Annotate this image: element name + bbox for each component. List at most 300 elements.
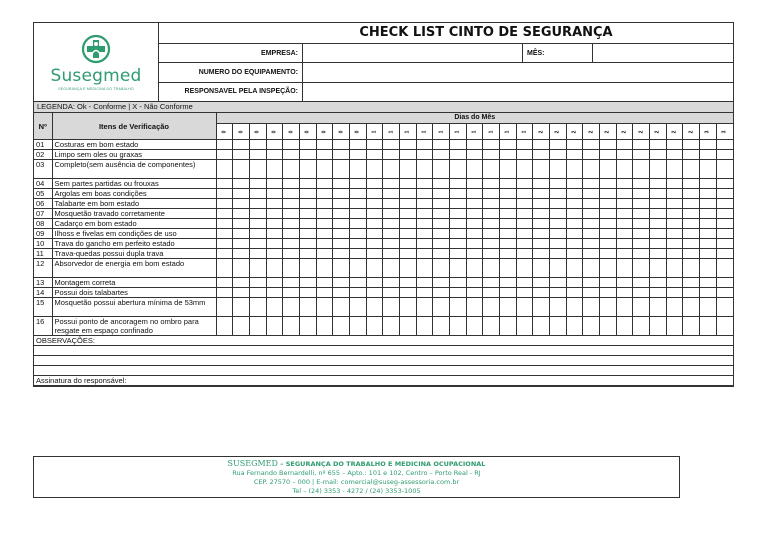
check-cell[interactable] <box>399 317 416 336</box>
check-cell[interactable] <box>649 160 666 179</box>
check-cell[interactable] <box>349 288 366 298</box>
check-cell[interactable] <box>383 288 400 298</box>
check-cell[interactable] <box>333 259 350 278</box>
check-cell[interactable] <box>316 209 333 219</box>
check-cell[interactable] <box>249 298 266 317</box>
check-cell[interactable] <box>299 160 316 179</box>
check-cell[interactable] <box>266 317 283 336</box>
check-cell[interactable] <box>616 140 633 150</box>
check-cell[interactable] <box>216 219 233 229</box>
check-cell[interactable] <box>583 189 600 199</box>
check-cell[interactable] <box>649 298 666 317</box>
check-cell[interactable] <box>316 189 333 199</box>
check-cell[interactable] <box>216 140 233 150</box>
check-cell[interactable] <box>616 189 633 199</box>
check-cell[interactable] <box>433 288 450 298</box>
check-cell[interactable] <box>233 249 250 259</box>
check-cell[interactable] <box>249 160 266 179</box>
check-cell[interactable] <box>683 317 700 336</box>
check-cell[interactable] <box>433 219 450 229</box>
check-cell[interactable] <box>399 219 416 229</box>
check-cell[interactable] <box>699 160 716 179</box>
check-cell[interactable] <box>316 249 333 259</box>
check-cell[interactable] <box>249 140 266 150</box>
check-cell[interactable] <box>233 160 250 179</box>
check-cell[interactable] <box>483 278 500 288</box>
check-cell[interactable] <box>716 219 733 229</box>
check-cell[interactable] <box>383 209 400 219</box>
equipamento-field[interactable] <box>303 63 733 81</box>
check-cell[interactable] <box>433 259 450 278</box>
check-cell[interactable] <box>549 259 566 278</box>
check-cell[interactable] <box>283 278 300 288</box>
check-cell[interactable] <box>216 317 233 336</box>
check-cell[interactable] <box>416 150 433 160</box>
check-cell[interactable] <box>233 209 250 219</box>
check-cell[interactable] <box>466 288 483 298</box>
check-cell[interactable] <box>299 259 316 278</box>
check-cell[interactable] <box>383 160 400 179</box>
check-cell[interactable] <box>616 199 633 209</box>
check-cell[interactable] <box>299 179 316 189</box>
check-cell[interactable] <box>316 259 333 278</box>
check-cell[interactable] <box>366 160 383 179</box>
check-cell[interactable] <box>433 189 450 199</box>
check-cell[interactable] <box>299 288 316 298</box>
check-cell[interactable] <box>316 317 333 336</box>
check-cell[interactable] <box>449 259 466 278</box>
check-cell[interactable] <box>316 298 333 317</box>
check-cell[interactable] <box>333 199 350 209</box>
check-cell[interactable] <box>349 259 366 278</box>
check-cell[interactable] <box>316 288 333 298</box>
check-cell[interactable] <box>433 278 450 288</box>
check-cell[interactable] <box>266 179 283 189</box>
check-cell[interactable] <box>516 160 533 179</box>
check-cell[interactable] <box>599 189 616 199</box>
check-cell[interactable] <box>433 317 450 336</box>
check-cell[interactable] <box>399 288 416 298</box>
check-cell[interactable] <box>433 209 450 219</box>
check-cell[interactable] <box>549 278 566 288</box>
check-cell[interactable] <box>516 199 533 209</box>
check-cell[interactable] <box>683 219 700 229</box>
check-cell[interactable] <box>233 298 250 317</box>
check-cell[interactable] <box>716 189 733 199</box>
check-cell[interactable] <box>633 179 650 189</box>
check-cell[interactable] <box>583 249 600 259</box>
check-cell[interactable] <box>716 150 733 160</box>
check-cell[interactable] <box>583 239 600 249</box>
check-cell[interactable] <box>466 209 483 219</box>
check-cell[interactable] <box>333 229 350 239</box>
check-cell[interactable] <box>516 209 533 219</box>
check-cell[interactable] <box>699 219 716 229</box>
check-cell[interactable] <box>549 150 566 160</box>
check-cell[interactable] <box>466 189 483 199</box>
check-cell[interactable] <box>283 189 300 199</box>
check-cell[interactable] <box>283 160 300 179</box>
check-cell[interactable] <box>283 259 300 278</box>
check-cell[interactable] <box>449 229 466 239</box>
check-cell[interactable] <box>683 259 700 278</box>
check-cell[interactable] <box>716 160 733 179</box>
check-cell[interactable] <box>449 249 466 259</box>
check-cell[interactable] <box>633 199 650 209</box>
check-cell[interactable] <box>683 189 700 199</box>
check-cell[interactable] <box>533 278 550 288</box>
check-cell[interactable] <box>666 288 683 298</box>
check-cell[interactable] <box>616 209 633 219</box>
check-cell[interactable] <box>483 179 500 189</box>
check-cell[interactable] <box>466 229 483 239</box>
check-cell[interactable] <box>466 179 483 189</box>
check-cell[interactable] <box>416 199 433 209</box>
check-cell[interactable] <box>633 317 650 336</box>
check-cell[interactable] <box>399 140 416 150</box>
check-cell[interactable] <box>616 278 633 288</box>
check-cell[interactable] <box>533 229 550 239</box>
check-cell[interactable] <box>483 239 500 249</box>
check-cell[interactable] <box>266 209 283 219</box>
check-cell[interactable] <box>433 179 450 189</box>
check-cell[interactable] <box>266 219 283 229</box>
check-cell[interactable] <box>649 278 666 288</box>
check-cell[interactable] <box>633 249 650 259</box>
check-cell[interactable] <box>533 239 550 249</box>
check-cell[interactable] <box>399 209 416 219</box>
check-cell[interactable] <box>666 209 683 219</box>
check-cell[interactable] <box>349 298 366 317</box>
check-cell[interactable] <box>333 219 350 229</box>
check-cell[interactable] <box>383 249 400 259</box>
check-cell[interactable] <box>416 179 433 189</box>
check-cell[interactable] <box>666 199 683 209</box>
empresa-field[interactable] <box>303 44 522 62</box>
mes-field[interactable] <box>592 44 733 62</box>
check-cell[interactable] <box>433 298 450 317</box>
check-cell[interactable] <box>533 199 550 209</box>
check-cell[interactable] <box>299 317 316 336</box>
check-cell[interactable] <box>516 150 533 160</box>
check-cell[interactable] <box>516 259 533 278</box>
check-cell[interactable] <box>399 239 416 249</box>
check-cell[interactable] <box>449 199 466 209</box>
check-cell[interactable] <box>283 229 300 239</box>
check-cell[interactable] <box>549 317 566 336</box>
check-cell[interactable] <box>633 140 650 150</box>
check-cell[interactable] <box>233 239 250 249</box>
check-cell[interactable] <box>366 317 383 336</box>
check-cell[interactable] <box>583 209 600 219</box>
check-cell[interactable] <box>249 199 266 209</box>
check-cell[interactable] <box>599 288 616 298</box>
check-cell[interactable] <box>533 219 550 229</box>
check-cell[interactable] <box>433 249 450 259</box>
check-cell[interactable] <box>349 278 366 288</box>
check-cell[interactable] <box>716 278 733 288</box>
check-cell[interactable] <box>616 179 633 189</box>
check-cell[interactable] <box>449 278 466 288</box>
check-cell[interactable] <box>433 160 450 179</box>
check-cell[interactable] <box>583 179 600 189</box>
check-cell[interactable] <box>316 229 333 239</box>
check-cell[interactable] <box>516 229 533 239</box>
check-cell[interactable] <box>466 317 483 336</box>
check-cell[interactable] <box>216 239 233 249</box>
check-cell[interactable] <box>683 199 700 209</box>
check-cell[interactable] <box>366 239 383 249</box>
check-cell[interactable] <box>566 140 583 150</box>
check-cell[interactable] <box>249 278 266 288</box>
check-cell[interactable] <box>583 160 600 179</box>
check-cell[interactable] <box>399 189 416 199</box>
check-cell[interactable] <box>449 288 466 298</box>
check-cell[interactable] <box>649 150 666 160</box>
check-cell[interactable] <box>266 160 283 179</box>
check-cell[interactable] <box>316 179 333 189</box>
check-cell[interactable] <box>416 249 433 259</box>
check-cell[interactable] <box>399 229 416 239</box>
check-cell[interactable] <box>216 150 233 160</box>
check-cell[interactable] <box>366 298 383 317</box>
check-cell[interactable] <box>516 298 533 317</box>
check-cell[interactable] <box>499 189 516 199</box>
check-cell[interactable] <box>316 160 333 179</box>
check-cell[interactable] <box>499 199 516 209</box>
check-cell[interactable] <box>466 150 483 160</box>
check-cell[interactable] <box>566 160 583 179</box>
check-cell[interactable] <box>649 209 666 219</box>
check-cell[interactable] <box>599 150 616 160</box>
check-cell[interactable] <box>699 249 716 259</box>
check-cell[interactable] <box>683 298 700 317</box>
check-cell[interactable] <box>283 140 300 150</box>
check-cell[interactable] <box>416 288 433 298</box>
check-cell[interactable] <box>383 239 400 249</box>
check-cell[interactable] <box>349 179 366 189</box>
check-cell[interactable] <box>383 150 400 160</box>
check-cell[interactable] <box>383 179 400 189</box>
check-cell[interactable] <box>349 209 366 219</box>
check-cell[interactable] <box>366 179 383 189</box>
check-cell[interactable] <box>299 239 316 249</box>
check-cell[interactable] <box>566 278 583 288</box>
check-cell[interactable] <box>449 209 466 219</box>
check-cell[interactable] <box>249 239 266 249</box>
check-cell[interactable] <box>633 278 650 288</box>
check-cell[interactable] <box>649 229 666 239</box>
check-cell[interactable] <box>599 209 616 219</box>
check-cell[interactable] <box>433 199 450 209</box>
check-cell[interactable] <box>599 239 616 249</box>
check-cell[interactable] <box>633 189 650 199</box>
check-cell[interactable] <box>633 150 650 160</box>
check-cell[interactable] <box>433 140 450 150</box>
check-cell[interactable] <box>583 278 600 288</box>
check-cell[interactable] <box>499 229 516 239</box>
check-cell[interactable] <box>533 160 550 179</box>
check-cell[interactable] <box>599 259 616 278</box>
check-cell[interactable] <box>566 288 583 298</box>
check-cell[interactable] <box>233 199 250 209</box>
check-cell[interactable] <box>216 160 233 179</box>
check-cell[interactable] <box>616 288 633 298</box>
check-cell[interactable] <box>616 219 633 229</box>
check-cell[interactable] <box>366 140 383 150</box>
check-cell[interactable] <box>416 160 433 179</box>
check-cell[interactable] <box>549 199 566 209</box>
check-cell[interactable] <box>616 259 633 278</box>
check-cell[interactable] <box>549 298 566 317</box>
check-cell[interactable] <box>483 298 500 317</box>
check-cell[interactable] <box>233 189 250 199</box>
check-cell[interactable] <box>216 189 233 199</box>
check-cell[interactable] <box>416 229 433 239</box>
check-cell[interactable] <box>716 209 733 219</box>
check-cell[interactable] <box>549 179 566 189</box>
check-cell[interactable] <box>699 179 716 189</box>
check-cell[interactable] <box>699 288 716 298</box>
check-cell[interactable] <box>249 179 266 189</box>
check-cell[interactable] <box>399 249 416 259</box>
check-cell[interactable] <box>416 140 433 150</box>
check-cell[interactable] <box>449 239 466 249</box>
check-cell[interactable] <box>699 317 716 336</box>
check-cell[interactable] <box>299 150 316 160</box>
check-cell[interactable] <box>216 199 233 209</box>
check-cell[interactable] <box>349 150 366 160</box>
check-cell[interactable] <box>566 259 583 278</box>
check-cell[interactable] <box>416 317 433 336</box>
check-cell[interactable] <box>549 288 566 298</box>
check-cell[interactable] <box>383 278 400 288</box>
check-cell[interactable] <box>633 209 650 219</box>
check-cell[interactable] <box>333 278 350 288</box>
check-cell[interactable] <box>266 150 283 160</box>
check-cell[interactable] <box>683 239 700 249</box>
check-cell[interactable] <box>366 249 383 259</box>
check-cell[interactable] <box>483 150 500 160</box>
check-cell[interactable] <box>233 229 250 239</box>
check-cell[interactable] <box>516 219 533 229</box>
check-cell[interactable] <box>299 209 316 219</box>
check-cell[interactable] <box>316 140 333 150</box>
check-cell[interactable] <box>666 259 683 278</box>
check-cell[interactable] <box>349 317 366 336</box>
check-cell[interactable] <box>333 288 350 298</box>
check-cell[interactable] <box>516 239 533 249</box>
check-cell[interactable] <box>683 160 700 179</box>
check-cell[interactable] <box>266 278 283 288</box>
check-cell[interactable] <box>566 239 583 249</box>
check-cell[interactable] <box>349 189 366 199</box>
check-cell[interactable] <box>483 209 500 219</box>
check-cell[interactable] <box>549 229 566 239</box>
check-cell[interactable] <box>599 249 616 259</box>
check-cell[interactable] <box>583 219 600 229</box>
check-cell[interactable] <box>649 249 666 259</box>
check-cell[interactable] <box>299 298 316 317</box>
check-cell[interactable] <box>333 189 350 199</box>
check-cell[interactable] <box>333 317 350 336</box>
check-cell[interactable] <box>499 317 516 336</box>
check-cell[interactable] <box>549 140 566 150</box>
check-cell[interactable] <box>266 259 283 278</box>
check-cell[interactable] <box>699 140 716 150</box>
check-cell[interactable] <box>266 140 283 150</box>
check-cell[interactable] <box>283 298 300 317</box>
check-cell[interactable] <box>566 249 583 259</box>
check-cell[interactable] <box>566 317 583 336</box>
check-cell[interactable] <box>483 259 500 278</box>
check-cell[interactable] <box>449 298 466 317</box>
check-cell[interactable] <box>699 209 716 219</box>
check-cell[interactable] <box>416 259 433 278</box>
check-cell[interactable] <box>483 229 500 239</box>
check-cell[interactable] <box>549 189 566 199</box>
check-cell[interactable] <box>283 249 300 259</box>
check-cell[interactable] <box>566 179 583 189</box>
check-cell[interactable] <box>366 278 383 288</box>
check-cell[interactable] <box>249 317 266 336</box>
check-cell[interactable] <box>316 239 333 249</box>
check-cell[interactable] <box>416 298 433 317</box>
check-cell[interactable] <box>466 219 483 229</box>
check-cell[interactable] <box>399 199 416 209</box>
check-cell[interactable] <box>583 140 600 150</box>
check-cell[interactable] <box>366 259 383 278</box>
check-cell[interactable] <box>649 317 666 336</box>
check-cell[interactable] <box>283 150 300 160</box>
check-cell[interactable] <box>299 229 316 239</box>
check-cell[interactable] <box>466 160 483 179</box>
check-cell[interactable] <box>266 249 283 259</box>
check-cell[interactable] <box>633 298 650 317</box>
check-cell[interactable] <box>349 229 366 239</box>
check-cell[interactable] <box>566 229 583 239</box>
check-cell[interactable] <box>466 249 483 259</box>
check-cell[interactable] <box>366 199 383 209</box>
check-cell[interactable] <box>449 317 466 336</box>
check-cell[interactable] <box>649 140 666 150</box>
check-cell[interactable] <box>716 179 733 189</box>
check-cell[interactable] <box>383 298 400 317</box>
check-cell[interactable] <box>466 199 483 209</box>
check-cell[interactable] <box>616 317 633 336</box>
check-cell[interactable] <box>666 249 683 259</box>
check-cell[interactable] <box>516 189 533 199</box>
check-cell[interactable] <box>683 179 700 189</box>
check-cell[interactable] <box>716 259 733 278</box>
check-cell[interactable] <box>366 229 383 239</box>
check-cell[interactable] <box>533 189 550 199</box>
check-cell[interactable] <box>466 298 483 317</box>
check-cell[interactable] <box>483 249 500 259</box>
check-cell[interactable] <box>633 160 650 179</box>
check-cell[interactable] <box>499 278 516 288</box>
check-cell[interactable] <box>499 239 516 249</box>
check-cell[interactable] <box>433 150 450 160</box>
check-cell[interactable] <box>666 298 683 317</box>
check-cell[interactable] <box>616 229 633 239</box>
check-cell[interactable] <box>699 229 716 239</box>
check-cell[interactable] <box>616 239 633 249</box>
check-cell[interactable] <box>566 298 583 317</box>
check-cell[interactable] <box>266 199 283 209</box>
check-cell[interactable] <box>216 259 233 278</box>
check-cell[interactable] <box>366 219 383 229</box>
